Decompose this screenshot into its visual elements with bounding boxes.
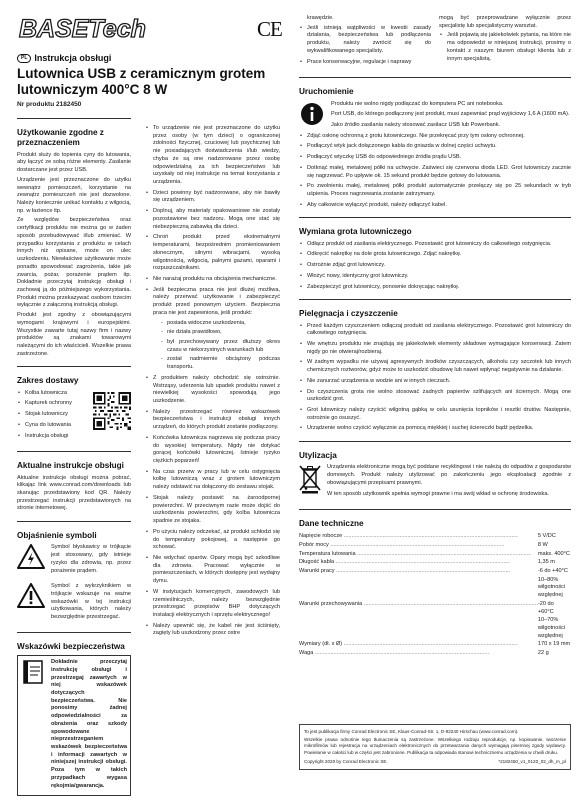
tip-replace-list xyxy=(299,241,571,292)
table-row xyxy=(299,600,571,616)
spec-value: -20 do +60°C xyxy=(537,600,554,615)
list-item: • Zabezpieczyć grot lutowniczy, ponownie dokręcając nakrętkę. xyxy=(299,284,571,292)
tech-data-heading: Dane techniczne xyxy=(299,519,364,529)
disposal-text: W ten sposób użytkownik spełnia wymogi prawne i ma swój wkład w ochronę środowiska. xyxy=(327,490,549,497)
spec-value: 8 W xyxy=(537,541,548,548)
list-item: • Z produktem należy obchodzić się ostrożnie. Wstrząsy, uderzenia lub upadek produktu nawet z niewielkiej wysokości spowodują jego uszkodzenie. xyxy=(145,375,280,406)
table-row xyxy=(299,567,571,576)
spec-label: Długość kabla ..... xyxy=(299,559,538,568)
list-item: • Należy upewnić się, że kabel nie jest ściśnięty, zagięty lub uszkodzony przez ostre xyxy=(145,623,280,638)
table-row xyxy=(299,550,571,559)
startup-heading: Uruchomienie xyxy=(299,87,354,97)
intended-use-heading: Użytkowanie zgodne z przeznaczeniem xyxy=(17,128,104,148)
list-item: • Prace konserwacyjne, regulacje i naprawy xyxy=(299,59,431,67)
spec-value: 10–70% wilgotności względnej xyxy=(537,617,566,639)
list-item: • Cyna do lutowania xyxy=(17,422,89,430)
safety-list xyxy=(145,125,280,638)
list-item: • Doplnuj, aby materiały opakowaniowe nie zostały pozostawione bez nadzoru. Mogą one stać się niebezpieczną zabawką dla dzieci. xyxy=(145,208,280,231)
safety-continued xyxy=(299,15,571,69)
instruction-label: Instrukcja obsługi xyxy=(34,53,112,63)
symbols-heading: Objaśnienie symboli xyxy=(17,531,97,541)
care-list xyxy=(299,323,571,434)
table-row xyxy=(299,533,571,542)
spec-label: Temperatura lutowania ..... xyxy=(299,550,538,559)
list-item: - był przechowywany przez dłuższy okres czasu w niekorzystnych warunkach lub xyxy=(161,339,280,354)
list-item: • Ostrożnie zdjąć grot lutowniczy. xyxy=(299,262,571,270)
table-row xyxy=(299,650,571,659)
spec-label: Warunki pracy ..... xyxy=(299,567,538,576)
list-item: • W instytucjach komercyjnych, zawodowych lub rzemieślniczych, należy bezwzględnie przestrzegać przepisów BHP dotyczących instalacji elektrycznych i sprzętu elektrycznego! xyxy=(145,589,280,620)
list-item: • Odłącz produkt od zasilania elektrycznego. Pozostawić grot lutowniczy do całkowitego ostygnięcia. xyxy=(299,241,571,249)
list-item: • Przed każdym czyszczeniem odłączaj produkt od zasilania elektrycznego. Pozostawić grot lutowniczy do całkowitego ostygnięcia. xyxy=(299,323,571,338)
list-item: • Końcówka lutownicza nagrzewa się podczas pracy do wysokiej temperatury. Nigdy nie dotykać gorącej końcówki lutowniczej. Istnieje ryzyko ciężkich poparzeń! xyxy=(145,435,280,466)
imprint-text: Wszelkie prawa odnośnie tego tłumaczenia są zastrzeżone. Wszelkiego rodzaju reprodukcje, np. kopiowanie, tworzenie mikrofilmów lub rejestracja na urządzeniach elektronicznych do przetwarzania danych wymagają pisemnej zgody wydawcy. Powielanie w całości lub w części jest zabronione. Publikacja ta odpowiada stanowi technicznemu urządzenia w chwili druku. xyxy=(304,737,566,755)
startup-notice xyxy=(299,101,571,133)
basetech-logo xyxy=(17,13,157,43)
condition-list xyxy=(161,320,280,372)
intended-use-text: Produkt służy do topienia cyny do lutowania, aby łączyć ze sobą różne elementy. Zasilanie dostarczane jest przez USB. xyxy=(17,151,131,174)
document-code: *2182450_v1_0120_02_dh_m_pl xyxy=(498,758,566,764)
list-item: • Po użyciu należy odczekać, aż produkt schłodzi się do temperatury pokojowej, a następnie go schować. xyxy=(145,529,280,552)
imprint-text: To jest publikacja firmy Conrad Electronic SE, Klaus-Conrad-Str. 1, D-92240 Hirschau (www.conrad.com). xyxy=(304,729,519,734)
list-item: • Dotknąć małej, metalowej półki na uchwycie. Zaświeci się czerwona dioda LED. Grot lutowniczy zacznie się nagrzewać. Po upływie ok. 15 sekund produkt będzie gotowy do lutowania. xyxy=(299,165,571,180)
lightning-warning-icon xyxy=(17,544,45,569)
list-item: • Odkręcić nakrętkę na dole grota lutowniczego. Zdjąć nakrętkę. xyxy=(299,251,571,259)
list-item: • Jeśli pojawią się jakiekolwiek pytania, na które nie ma odpowiedzi w niniejszej instrukcji, prosimy o kontakt z naszym biurem obsługi klienta lub z innym specjalistą. xyxy=(439,32,571,63)
intended-use-text: Urządzenie jest przeznaczone do użytku wewnątrz pomieszczeń, korzystanie na zewnątrz pomieszczeń nie jest dozwolone. Należy koniecznie unikać kontaktu z wilgocią, np. w łazience itp. xyxy=(17,176,131,214)
list-item: • Kapturek ochronny xyxy=(17,400,89,408)
table-row xyxy=(299,576,571,600)
startup-list xyxy=(299,133,571,210)
spec-value: maks. 400°C xyxy=(537,550,570,557)
list-item: • Podłączyć wtyczkę USB do odpowiedniego źródła prądu USB. xyxy=(299,154,571,162)
list-item: • Nie wdychać oparów. Opary mogą być szkodliwe dla zdrowia. Pracować wyłącznie w pomieszczeniach, w których dostępny jest wydajny dymu. xyxy=(145,555,280,586)
imprint-box xyxy=(299,724,571,770)
list-item: • Do czyszczenia grota nie wolno stosować żadnych papierów szlifujących ani ściernych. Mogą one uszkodzić grot. xyxy=(299,389,571,404)
spec-value: 1,35 m xyxy=(537,559,555,566)
spec-value: 170 x 19 mm xyxy=(537,641,571,648)
spec-value: 10–80% wilgotności względnej xyxy=(537,576,566,599)
list-item: • We wnętrzu produktu nie znajdują się jakiekolwiek elementy składowe wymagające konserwacji. Zatem nigdy go nie otwieraj/rozbieraj. xyxy=(299,341,571,356)
spec-value: 5 V/DC xyxy=(537,533,556,540)
list-item: • Stojak należy postawić na żaroodpornej powierzchni. W przeciwnym razie może dojść do uszkodzenia powierzchni, gdy kolba lutownicza spadnie ze stojaka. xyxy=(145,495,280,526)
spec-label: Pobór mocy ..... xyxy=(299,541,538,550)
column-3 xyxy=(299,15,571,658)
list-item: • Stojak lutowniczy xyxy=(17,411,89,419)
list-item: • Należy przestrzegać również wskazówek bezpieczeństwa i instrukcji obsługi innych urządzeń, do których produkt zostanie podłączony. xyxy=(145,409,280,432)
ce-mark: CE xyxy=(257,17,282,41)
list-item-text: mogą być przeprowadzane wyłącznie przez specjalistę lub specjalistyczny warsztat. xyxy=(439,15,571,29)
disposal-text: Urządzenia elektroniczne mogą być poddane recyklingowi i nie należą do odpadów z gospodarstw domowych. Produkt należy utylizować po zakończeniu jego eksploatacji zgodnie z obowiązującymi przepisami prawnymi. xyxy=(327,464,571,486)
startup-info: Produktu nie wolno nigdy podłączać do komputera PC ani notebooka. xyxy=(331,100,504,107)
list-item: • Instrukcja obsługi xyxy=(17,433,89,441)
update-text: Aktualne instrukcje obsługi można pobrać, klikając link www.conrad.com/downloads lub skanując przedstawiony kod QR. Należy przestrzegać instrukcji przedstawionych na stronie internetowej. xyxy=(17,474,131,512)
manual-book-icon xyxy=(21,659,47,685)
list-item: • To urządzenie nie jest przeznaczone do użytku przez osoby (w tym dzieci) o ograniczonej zdolności fizycznej, czuciowej lub psychicznej lub nie posiadających doświadczenia i/lub wiedzy, chyba że są one nadzorowane przez osobę odpowiedzialną za ich bezpieczeństwo lub uzyskały od niej instrukcje na temat korzystania z urządzenia. xyxy=(145,125,280,187)
safety-notice-box xyxy=(17,655,131,796)
exclamation-warning-icon xyxy=(17,583,45,608)
table-row xyxy=(299,559,571,568)
list-item: • Jeśli istnieją wątpliwości w kwestii zasady działania, bezpieczeństwa lub podłączenia produktu, należy zwrócić się do wykwalifikowanego specjalisty. xyxy=(299,25,431,56)
list-item: • Nie zanurzać urządzenia w wodzie ani w innych cieczach. xyxy=(299,378,571,386)
delivery-list xyxy=(17,390,89,444)
list-item: • Grot lutowniczy należy czyścić wilgotną gąbką w celu usunięcia topników i resztki drutów. Następnie, ostrożnie go osuszyć. xyxy=(299,407,571,422)
list-item: • Urządzenie wolno czyścić wyłącznie za pomocą miękkiej i suchej ściereczki bądź pędzelka. xyxy=(299,425,571,433)
spec-label: Waga ..... xyxy=(299,650,538,659)
list-item: - został nadmiernie obciążony podczas transportu. xyxy=(161,356,280,371)
table-row xyxy=(299,641,571,650)
copyright-text: Copyright 2020 by Conrad Electronic SE. xyxy=(304,758,388,764)
spec-label: Warunki przechowywania ..... xyxy=(299,600,538,616)
instruction-header xyxy=(17,52,131,64)
intended-use-text: Ze względów bezpieczeństwa oraz certyfikacji produktu nie można go w żaden sposób przebudowywać i/lub zmieniać. W przypadku korzystania z produktu w celach innych niż opisane, może on ulec uszkodzeniu. Niewłaściwe użytkowanie może ponadto spowodować zagrożenia, takie jak zwarcia, pożar, porażenie prądem itp. Dokładnie przeczytaj instrukcję obsługi i zachowaj ją do późniejszego wykorzystania. Produkt można przekazywać osobom trzecim wyłącznie z załączoną instrukcją obsługi. xyxy=(17,217,131,309)
safety-notice-text: Dokładnie przeczytaj instrukcję obsługi i przestrzegaj zawartych w niej wskazówek dotyczących bezpieczeństwa. Nie ponosimy żadnej odpowiedzialności za obrażenia oraz szkody spowodowane nieprzestrzeganiem wskazówek bezpieczeństwa i informacji zawartych w niniejszej instrukcji obsługi. Poza tym w takich przypadkach wygasa rękojmia/gwarancja. xyxy=(51,659,127,789)
list-item-text: krawędzie. xyxy=(307,15,334,21)
list-item-text: Jeśli bezpieczna praca nie jest dłużej możliwa, należy przerwać użytkowanie i zabezpieczyć produkt przed ponownym użyciem. Bezpieczna praca nie jest zapewniona, jeśli produkt: xyxy=(153,286,280,316)
tech-data-table xyxy=(299,533,571,659)
startup-info: Port USB, do którego podłączony jest produkt, musi zapewniać prąd wyjściowy 1,6 A (1600 mA). xyxy=(331,111,570,118)
list-item: • Podłączyć wtyk jack dołączonego kabla do gniazda w dolnej części uchwytu. xyxy=(299,143,571,151)
tip-replace-heading: Wymiana grota lutowniczego xyxy=(299,227,412,237)
list-item: - nie działa prawidłowo, xyxy=(161,329,280,337)
intended-use-text: Produkt jest zgodny z obowiązującymi wymogami krajowymi i europejskimi. Wszystkie zawarte tutaj nazwy firm i nazwy produktów są znakami towarowymi należącymi do ich właścicieli. Wszelkie prawa zastrzeżone. xyxy=(17,312,131,357)
spec-label: Napięcie robocze ..... xyxy=(299,533,538,542)
delivery-heading: Zakres dostawy xyxy=(17,376,79,386)
list-item: • Dzieci powinny być nadzorowane, aby nie bawiły się urządzeniem. xyxy=(145,190,280,205)
safety-heading: Wskazówki bezpieczeństwa xyxy=(17,641,125,651)
info-icon xyxy=(299,101,325,127)
spec-value: -6 do +40°C xyxy=(537,567,568,574)
column-2 xyxy=(145,125,280,641)
list-item: • Kolba lutownicza xyxy=(17,390,89,398)
list-item: • Po zwolnieniu małej, metalowej półki produkt automatycznie przełączy się po 25 sekundach w tryb uśpienia. Proces nagrzewania zostanie zatrzymany. xyxy=(299,183,571,198)
list-item: • Zdjąć osłonę ochronną z grotu lutowniczego. Nie przekręcać przy tym osłony ochronnej. xyxy=(299,133,571,141)
list-item: • Na czas przerw w pracy lub w celu ostygnięcia kolbę lutowniczą wraz z grotem lutowniczym należy odstawić na dołączony do zestawu stojak. xyxy=(145,469,280,492)
qr-code[interactable] xyxy=(93,392,131,430)
care-heading: Pielęgnacja i czyszczenie xyxy=(299,309,398,319)
product-number: Nr produktu 2182450 xyxy=(17,101,82,109)
disposal-heading: Utylizacja xyxy=(299,451,337,461)
list-item: • W żadnym wypadku nie używaj agresywnych środków czyszczących, alkoholu czy szczotek lub innych chemicznych roztworów, gdyż może to uszkodzić obudowę lub nawet wpłynąć negatywnie na działanie. xyxy=(299,359,571,374)
table-row xyxy=(299,617,571,641)
crossed-bin-icon xyxy=(299,464,321,494)
symbol-description: Symbol błyskawicy w trójkącie jest stosowany, gdy istnieje ryzyko dla zdrowia, np. przez porażenie prądem. xyxy=(51,544,131,574)
symbol-description: Symbol z wykrzyknikiem w trójkącie wskazuje na ważne wskazówki w tej instrukcji użytkowania, których należy bezwzględnie przestrzegać. xyxy=(51,583,131,621)
list-item: • Chroń produkt przed ekstremalnymi temperaturami, bezpośrednim promieniowaniem słonecznym, silnymi wibracjami, wysoką wilgotnością, wilgocią, palnymi gazami, oparami i rozpuszczalnikami. xyxy=(145,234,280,273)
table-row xyxy=(299,541,571,550)
page-title: Lutownica USB z ceramicznym grotem lutowniczym 400°C 8 W xyxy=(17,66,266,98)
spec-value: 22 g xyxy=(537,650,549,657)
list-item: - posiada widoczne uszkodzenia, xyxy=(161,320,280,328)
startup-info: Jako źródło zasilania należy stosować zasilacz USB lub Powerbank. xyxy=(331,122,501,128)
update-heading: Aktualne instrukcje obsługi xyxy=(17,461,124,471)
list-item: • Aby całkowicie wyłączyć produkt, należy odłączyć kabel. xyxy=(299,202,571,210)
disposal-notice xyxy=(299,464,571,501)
list-item: • Włożyć nowy, identyczny grot lutowniczy. xyxy=(299,273,571,281)
list-item xyxy=(145,287,280,372)
list-item: • Nie narażaj produktu na obciążenia mechaniczne. xyxy=(145,276,280,284)
spec-label: Wymiary (dł. x Ø) ..... xyxy=(299,641,538,650)
language-badge: PL xyxy=(17,54,31,63)
svg-text:BASETech: BASETech xyxy=(19,15,146,43)
